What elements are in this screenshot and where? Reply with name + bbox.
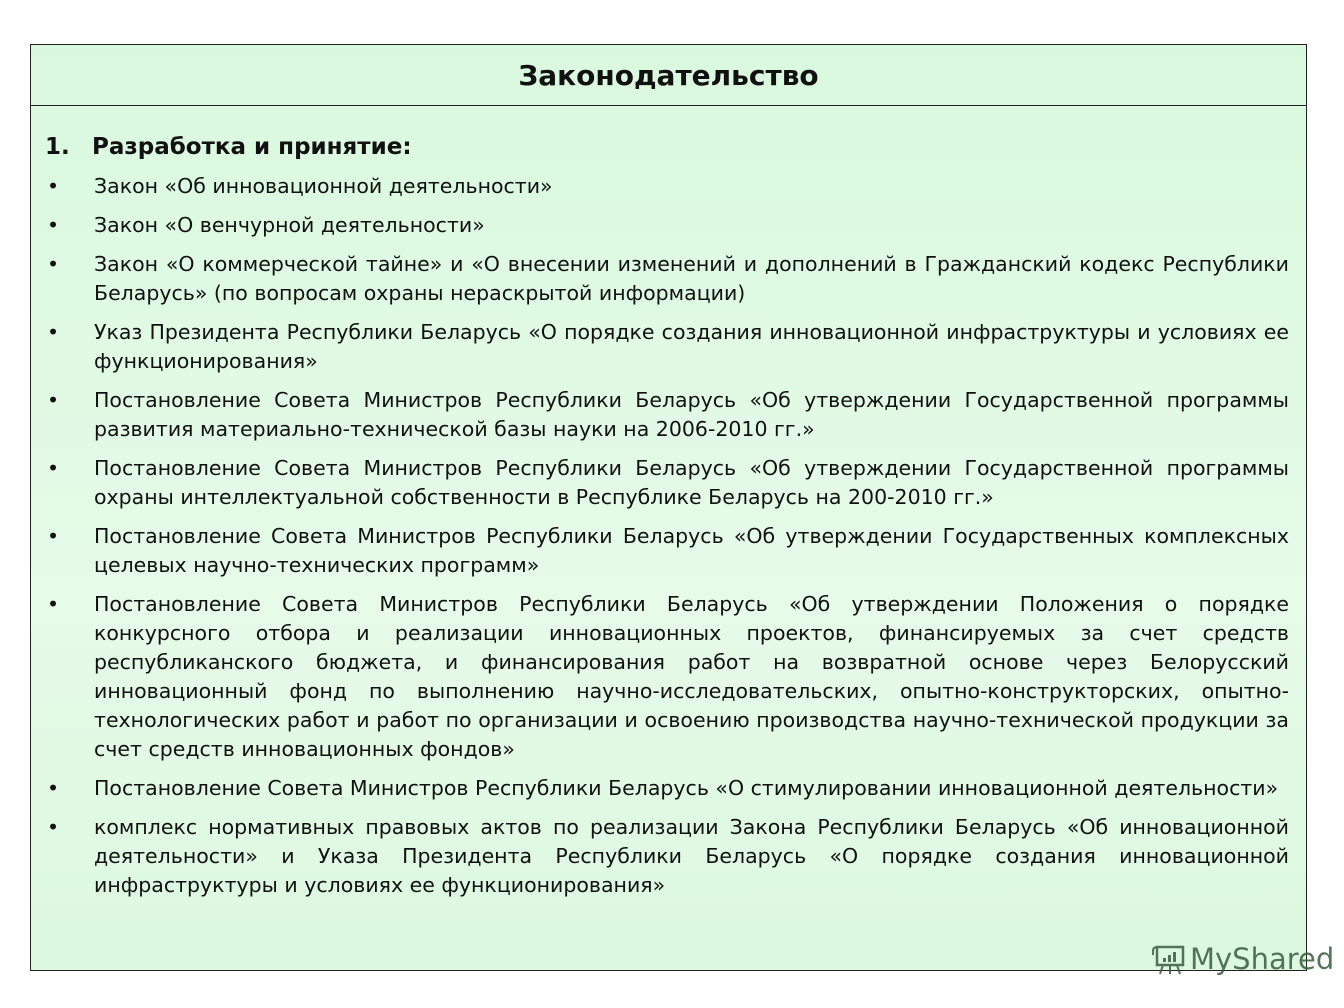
bullet-icon: •: [47, 592, 60, 616]
bullet-icon: •: [47, 252, 60, 276]
list-item: [45, 250, 1289, 308]
list-item: [45, 211, 1289, 240]
list-item: [45, 318, 1289, 376]
list-item: [45, 774, 1289, 803]
list-item: [45, 386, 1289, 444]
list-item-text: Закон «Об инновационной деятельности»: [94, 174, 553, 198]
list-item: [45, 454, 1289, 512]
section-heading: [45, 132, 1289, 162]
slide-title: Законодательство: [518, 58, 819, 92]
slide-content: [31, 106, 1306, 900]
watermark: [1152, 942, 1334, 976]
bullet-icon: •: [47, 456, 60, 480]
bullet-icon: •: [47, 776, 60, 800]
section-number: 1.: [45, 134, 70, 160]
legislation-list: [45, 172, 1289, 900]
list-item-text: Постановление Совета Министров Республики Беларусь «Об утверждении Государственной программы развития материально-технической базы науки на 2006-2010 гг.»: [94, 388, 1289, 441]
list-item-text: Постановление Совета Министров Республики Беларусь «Об утверждении Государственной программы охраны интеллектуальной собственности в Республике Беларусь на 200-2010 гг.»: [94, 456, 1289, 509]
bullet-icon: •: [47, 174, 60, 198]
slide-header: [31, 45, 1306, 106]
section-heading-text: Разработка и принятие:: [92, 134, 412, 160]
bullet-icon: •: [47, 320, 60, 344]
list-item-text: Постановление Совета Министров Республики Беларусь «Об утверждении Положения о порядке конкурсного отбора и реализации инновационных проектов, финансируемых за счет средств республиканского бюджета, и финансирования работ на возвратной основе через Белорусский инновационный фонд по выполнению научно-исследовательских, опытно-конструкторских, опытно-технологических работ и работ по организации и освоению производства научно-технической продукции за счет средств инновационных фондов»: [94, 592, 1289, 761]
bullet-icon: •: [47, 524, 60, 548]
watermark-text: MyShared: [1190, 942, 1335, 976]
list-item-text: Закон «О венчурной деятельности»: [94, 213, 485, 237]
list-item: [45, 813, 1289, 900]
bullet-icon: •: [47, 213, 60, 237]
list-item-text: Постановление Совета Министров Республики Беларусь «Об утверждении Государственных комплексных целевых научно-технических программ»: [94, 524, 1289, 577]
presentation-board-icon: [1152, 942, 1186, 976]
list-item: [45, 172, 1289, 201]
list-item-text: Закон «О коммерческой тайне» и «О внесении изменений и дополнений в Гражданский кодекс Республики Беларусь» (по вопросам охраны нераскрытой информации): [94, 252, 1289, 305]
bullet-icon: •: [47, 815, 60, 839]
bullet-icon: •: [47, 388, 60, 412]
list-item: [45, 590, 1289, 764]
list-item-text: комплекс нормативных правовых актов по реализации Закона Республики Беларусь «Об инновационной деятельности» и Указа Президента Республики Беларусь «О порядке создания инновационной инфраструктуры и условиях ее функционирования»: [94, 815, 1289, 897]
slide: [30, 44, 1307, 971]
list-item-text: Постановление Совета Министров Республики Беларусь «О стимулировании инновационной деятельности»: [94, 776, 1279, 800]
list-item-text: Указ Президента Республики Беларусь «О порядке создания инновационной инфраструктуры и условиях ее функционирования»: [94, 320, 1289, 373]
list-item: [45, 522, 1289, 580]
